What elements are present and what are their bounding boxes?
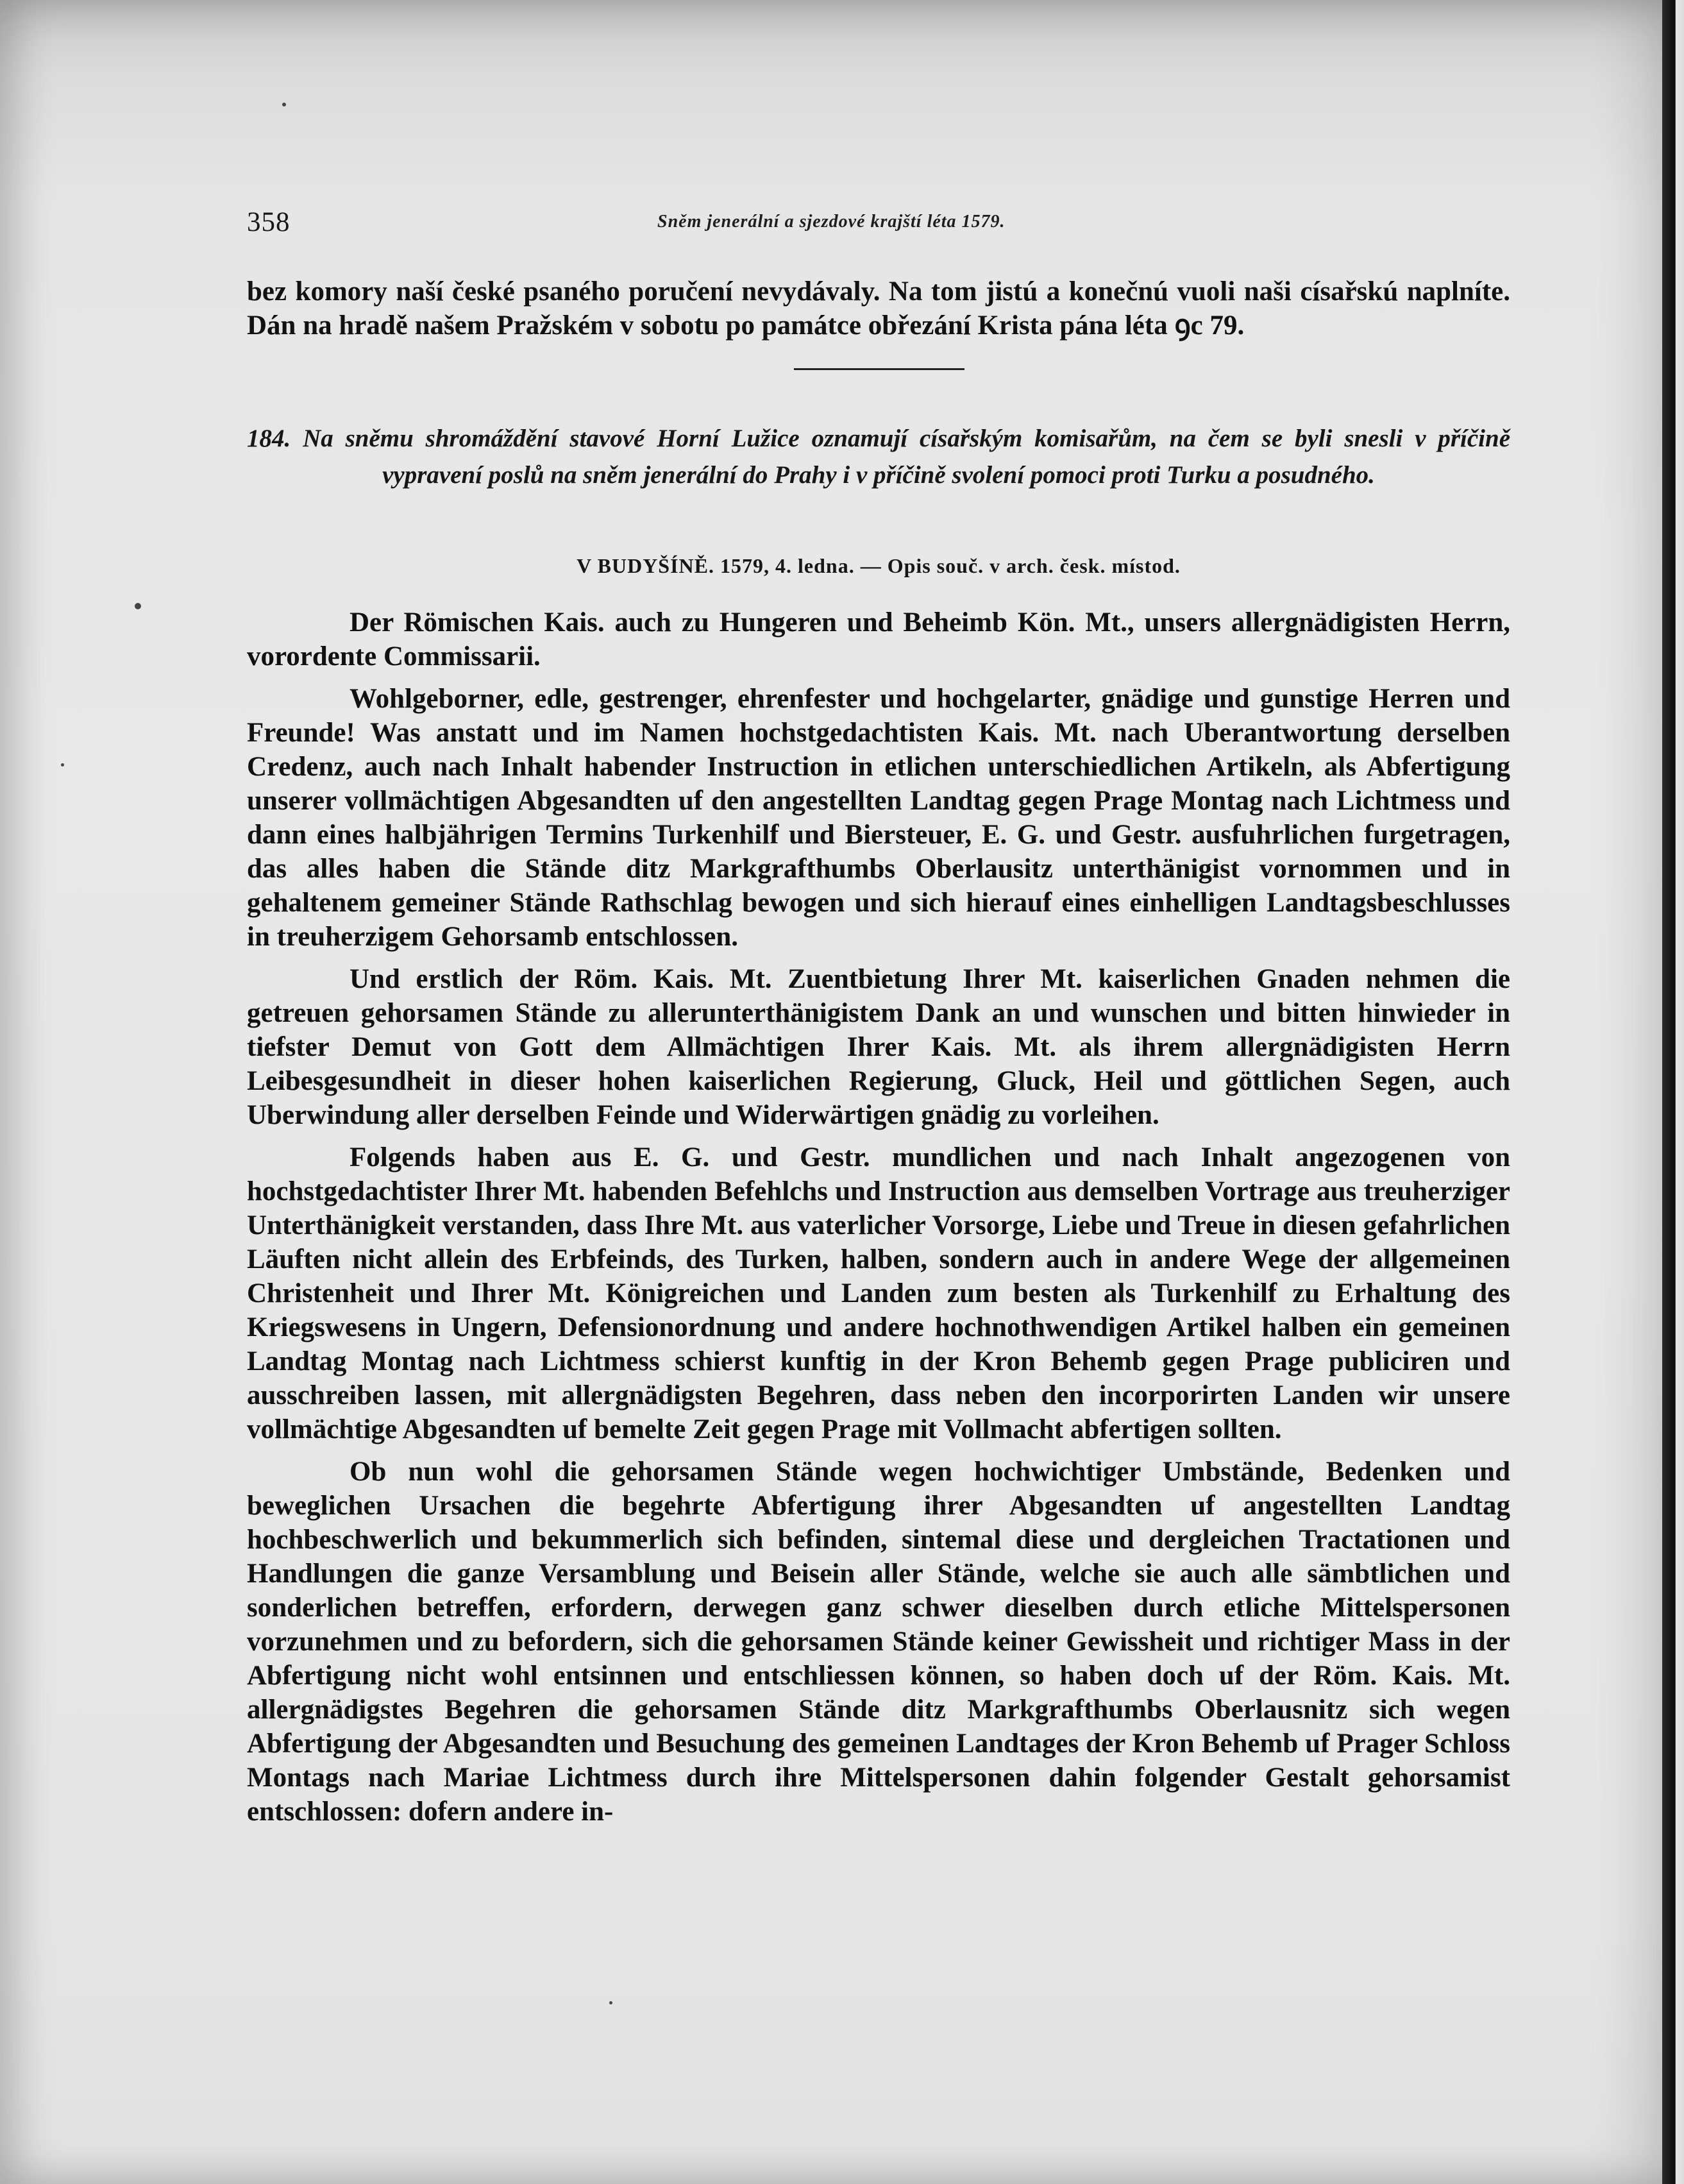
running-title: Sněm jenerální a sjezdové krajští léta 1579. [657,212,1006,232]
section-divider [794,368,964,370]
scan-speck [609,2001,612,2004]
paragraph: Der Römischen Kais. auch zu Hungeren und Beheimb Kön. Mt., unsers allergnädigisten Herrn, vorordente Commissarii. [247,607,1510,672]
intro-paragraph: bez komory naší české psaného poručení nevydávaly. Na tom jistú a konečnú vuoli naši císařskú naplníte. Dán na hradě našem Pražském v sobotu po památce obřezání Krista pána léta ꝯc 79. [247,276,1510,341]
scan-speck [61,763,64,766]
page-number: 358 [247,207,290,237]
document-heading [247,420,1510,493]
document-number: 184. [247,425,291,452]
body-text [247,605,1510,1837]
paragraph: Ob nun wohl die gehorsamen Stände wegen hochwichtiger Umbstände, Bedenken und beweglichen Ursachen die begehrte Abfertigung ihrer Abgesandten uf angestellten Landtag hochbeschwerlich und bekummerlich sich befinden, sintemal diese und dergleichen Tractationen und Handlungen die ganze Versamblung und Beisein aller Stände, welche sie auch alle sämbtlichen und sonderlichen betreffen, erfordern, derwegen ganz schwer dieselben durch etliche Mittelspersonen vorzunehmen und zu befordern, sich die gehorsamen Stände keiner Gewissheit und richtiger Mass in der Abfertigung nicht wohl entsinnen und entschliessen können, so haben doch uf der Röm. Kais. Mt. allergnädigstes Begehren die gehorsamen Stände ditz Markgrafthumbs Oberlausnitz sich wegen Abfertigung der Abgesandten und Besuchung des gemeinen Landtages der Kron Behemb uf Prager Schloss Montags nach Mariae Lichtmess durch ihre Mittelspersonen dahin folgender Gestalt gehorsamist entschlossen: dofern andere in- [247,1457,1510,1827]
document-heading-text: Na sněmu shromáždění stavové Horní Lužice oznamují císařským komisařům, na čem se byli snesli v příčině vypravení poslů na sněm jenerální do Prahy i v příčině svolení pomoci proti Turku a posudného. [303,425,1511,489]
paragraph: Folgends haben aus E. G. und Gestr. mundlichen und nach Inhalt angezogenen von hochstgedachtister Ihrer Mt. habenden Befehlchs und Instruction aus demselben Vortrage aus treuherziger Unterthänigkeit verstanden, dass Ihre Mt. aus vaterlicher Vorsorge, Liebe und Treue in diesen gefahrlichen Läuften nicht allein des Erbfeinds, des Turken, halben, sondern auch in andere Wege der allgemeinen Christenheit und Ihrer Mt. Königreichen und Landen zum besten als Turkenhilf zu Erhaltung des Kriegswesens in Ungern, Defensionordnung und andere hochnothwendigen Artikel halben ein gemeinen Landtag Montag nach Lichtmess schierst kunftig in der Kron Behemb gegen Prage publiciren und ausschreiben lassen, mit allergnädigsten Begehren, dass neben den incorporirten Landen wir unsere vollmächtige Abgesandten uf bemelte Zeit gegen Prage mit Vollmacht abfertigen sollten. [247,1142,1510,1444]
paragraph: Und erstlich der Röm. Kais. Mt. Zuentbietung Ihrer Mt. kaiserlichen Gnaden nehmen die getreuen gehorsamen Stände zu allerunterthänigistem Dank an und wunschen und bitten hinwieder in tiefster Demut von Gott dem Allmächtigen Ihrer Kais. Mt. als ihrem allergnädigisten Herrn Leibesgesundheit in dieser hohen kaiserlichen Regierung, Gluck, Heil und göttlichen Segen, auch Uberwindung aller derselben Feinde und Widerwärtigen gnädig zu vorleihen. [247,964,1510,1130]
scan-speck [282,103,286,106]
running-header [247,207,1507,245]
paragraph: Wohlgeborner, edle, gestrenger, ehrenfester und hochgelarter, gnädige und gunstige Herren und Freunde! Was anstatt und im Namen hochstgedachtisten Kais. Mt. nach Uberantwortung derselben Credenz, auch nach Inhalt habender Instruction in etlichen unterschiedlichen Artikeln, als Abfertigung unserer vollmächtigen Abgesandten uf den angestellten Landtag gegen Prage Montag nach Lichtmess und dann eines halbjährigen Termins Turkenhilf und Biersteuer, E. G. und Gestr. ausfuhrlichen furgetragen, das alles haben die Stände ditz Markgrafthumbs Oberlausitz unterthänigist vornommen und in gehaltenem gemeiner Stände Rathschlag bewogen und sich hierauf eines einhelligen Landtagsbeschlusses in treuherzigem Gehorsamb entschlossen. [247,684,1510,952]
book-edge [1662,0,1684,2184]
scan-speck [135,603,141,609]
place-date-source: V BUDYŠÍNĚ. 1579, 4. ledna. — Opis souč. v arch. česk. místod. [577,554,1181,577]
